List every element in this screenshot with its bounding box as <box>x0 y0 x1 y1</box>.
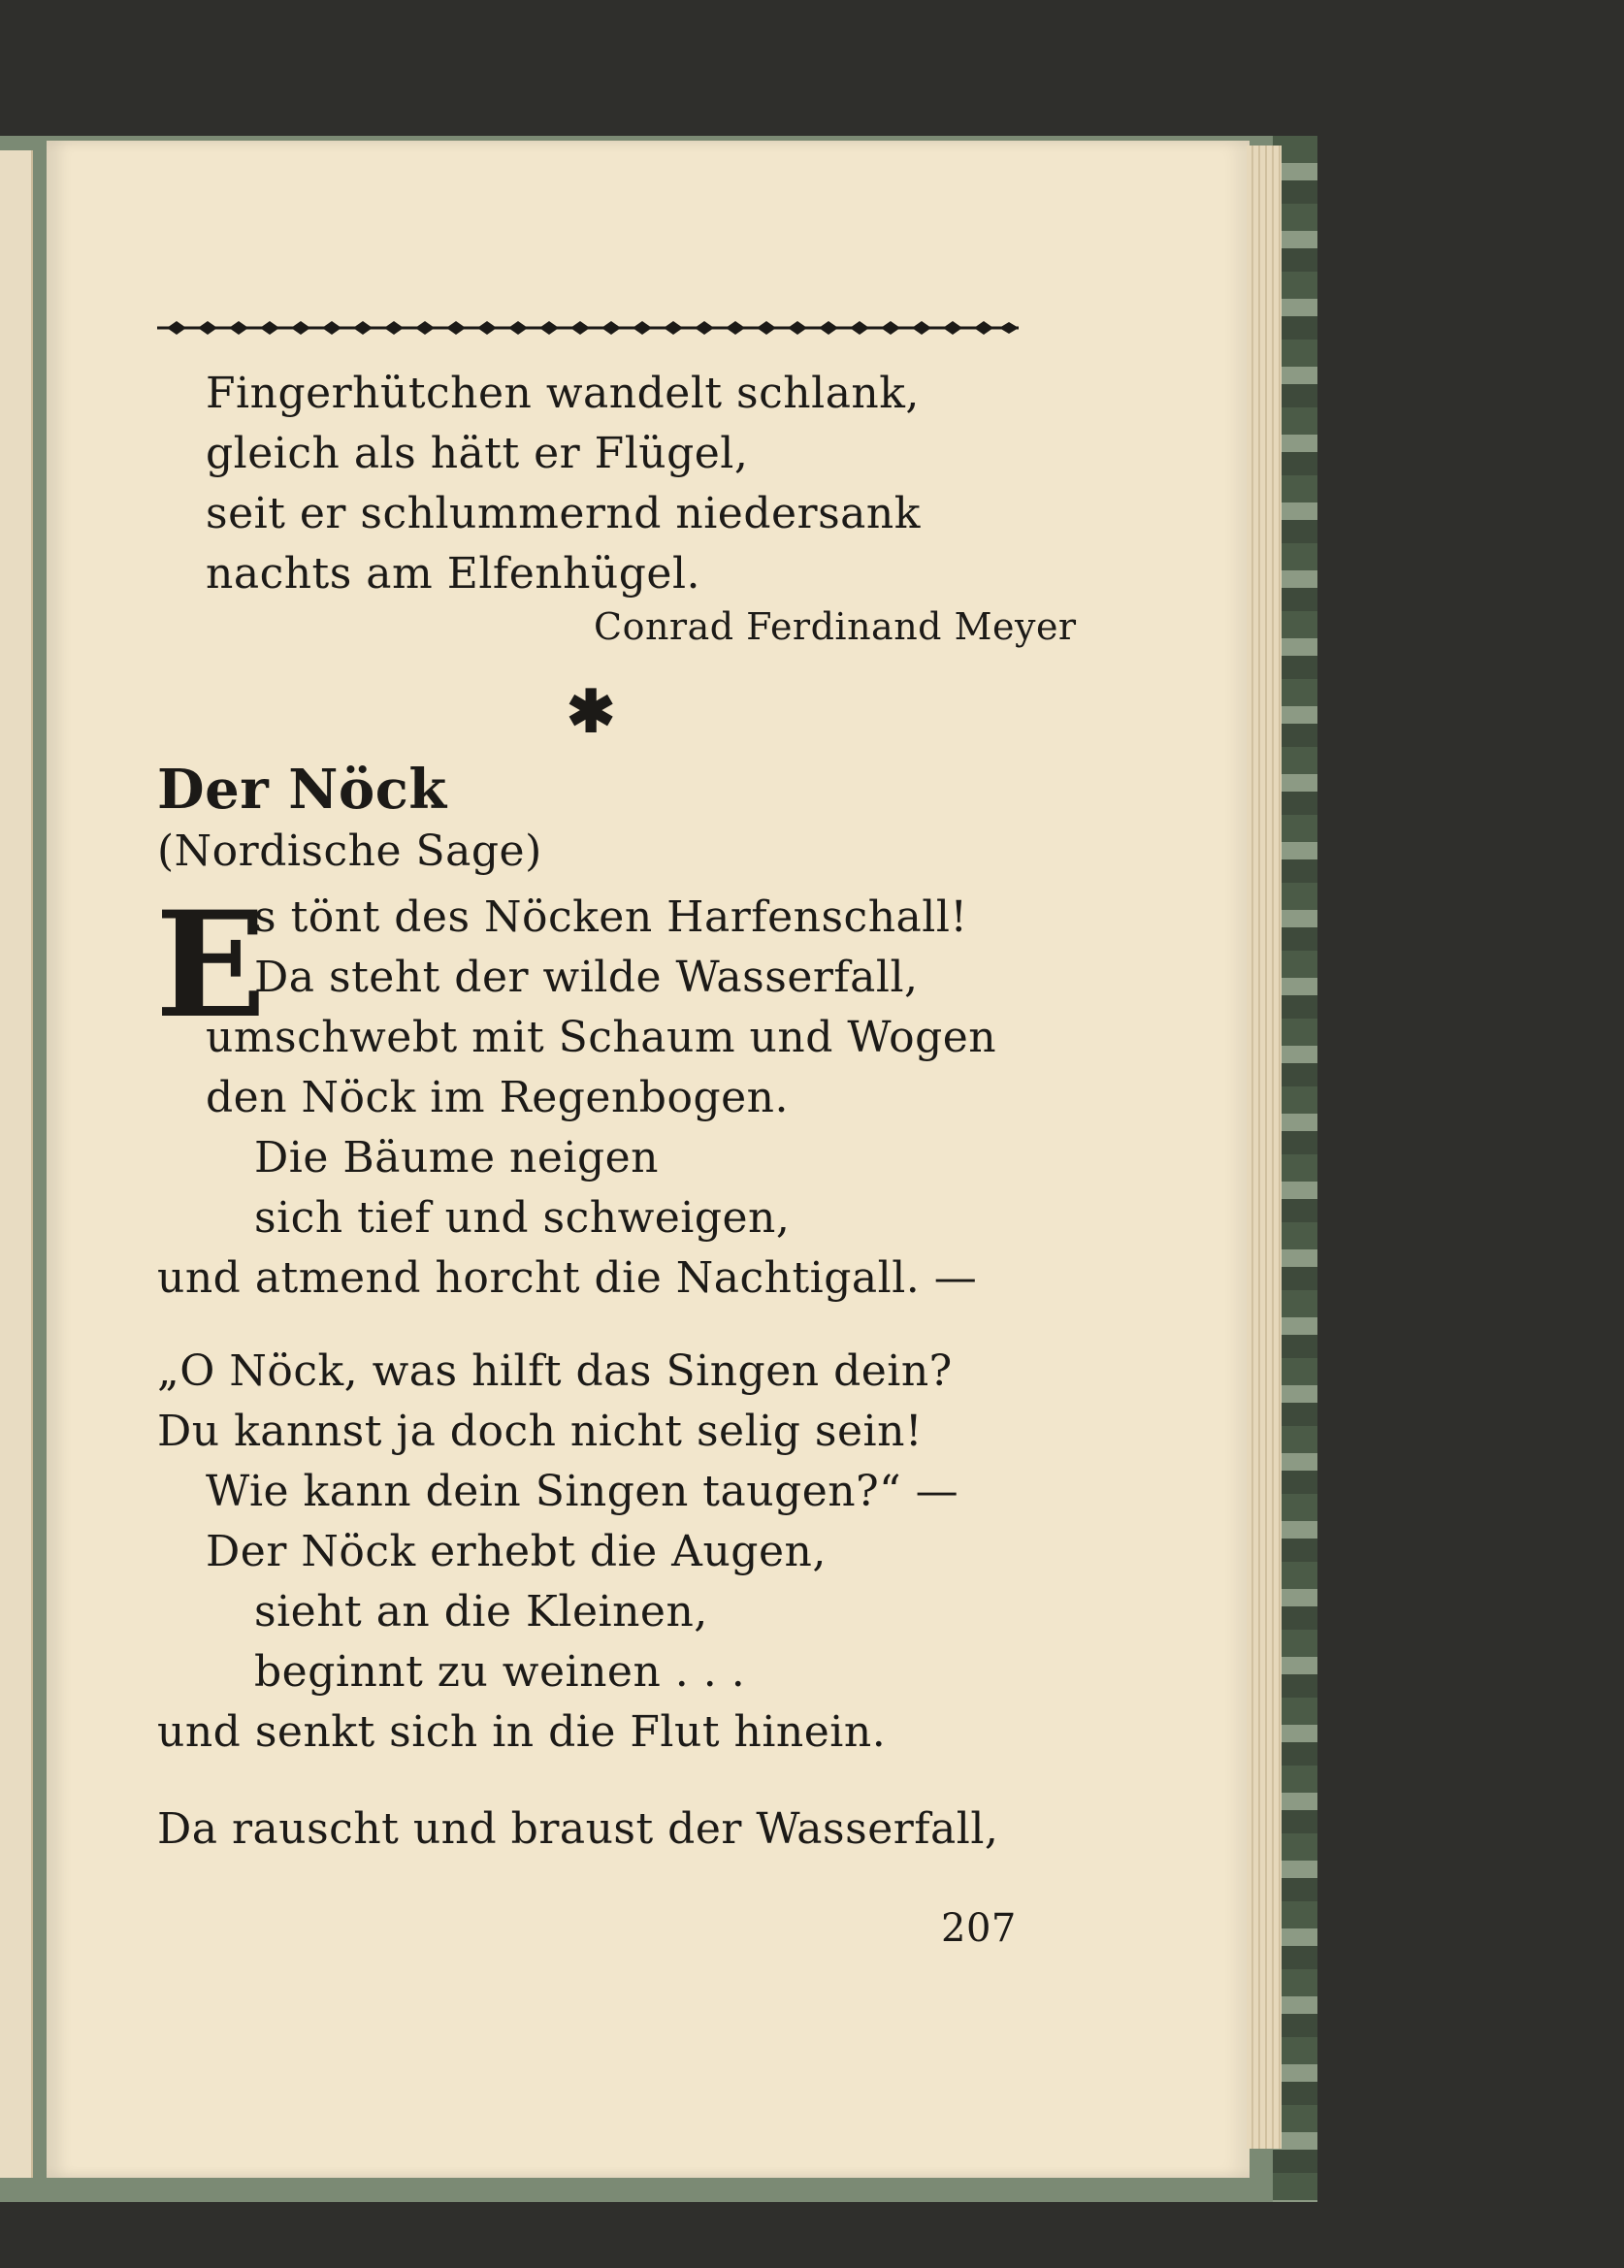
author-attribution: Conrad Ferdinand Meyer <box>594 605 1077 648</box>
poem-line: Fingerhütchen wandelt schlank, <box>206 369 920 418</box>
poem-line: seit er schlummernd niedersank <box>206 489 921 538</box>
poem-line: Die Bäume neigen <box>254 1133 660 1183</box>
poem-line: sieht an die Kleinen, <box>254 1587 708 1636</box>
poem-line: Du kannst ja doch nicht selig sein! <box>157 1407 924 1456</box>
poem-line: nachts am Elfenhügel. <box>206 549 701 599</box>
page-number: 207 <box>941 1906 1017 1951</box>
poem-line: s tönt des Nöcken Harfenschall! <box>254 892 968 942</box>
page-stack-edge <box>1247 146 1282 2149</box>
previous-page-edge <box>0 150 33 2178</box>
poem-line: beginnt zu weinen . . . <box>254 1647 746 1697</box>
poem-line: und senkt sich in die Flut hinein. <box>157 1707 887 1757</box>
poem-line: Wie kann dein Singen taugen?“ — <box>206 1467 959 1516</box>
poem-line: Da rauscht und braust der Wasserfall, <box>157 1804 999 1854</box>
poem-line: Der Nöck erhebt die Augen, <box>206 1527 827 1576</box>
poem-line: Da steht der wilde Wasserfall, <box>254 953 919 1002</box>
poem-title: Der Nöck <box>157 758 447 822</box>
poem-line: sich tief und schweigen, <box>254 1193 791 1243</box>
separator-asterisk: ✱ <box>567 678 616 746</box>
ornament-rule <box>157 318 1019 338</box>
poem-line: gleich als hätt er Flügel, <box>206 429 749 478</box>
poem-line: „O Nöck, was hilft das Singen dein? <box>157 1346 953 1396</box>
drop-cap: E <box>155 880 267 1051</box>
poem-line: umschwebt mit Schaum und Wogen <box>206 1013 997 1062</box>
poem-subtitle: (Nordische Sage) <box>157 826 542 876</box>
poem-line: und atmend horcht die Nachtigall. — <box>157 1253 978 1303</box>
poem-line: den Nöck im Regenbogen. <box>206 1073 789 1122</box>
